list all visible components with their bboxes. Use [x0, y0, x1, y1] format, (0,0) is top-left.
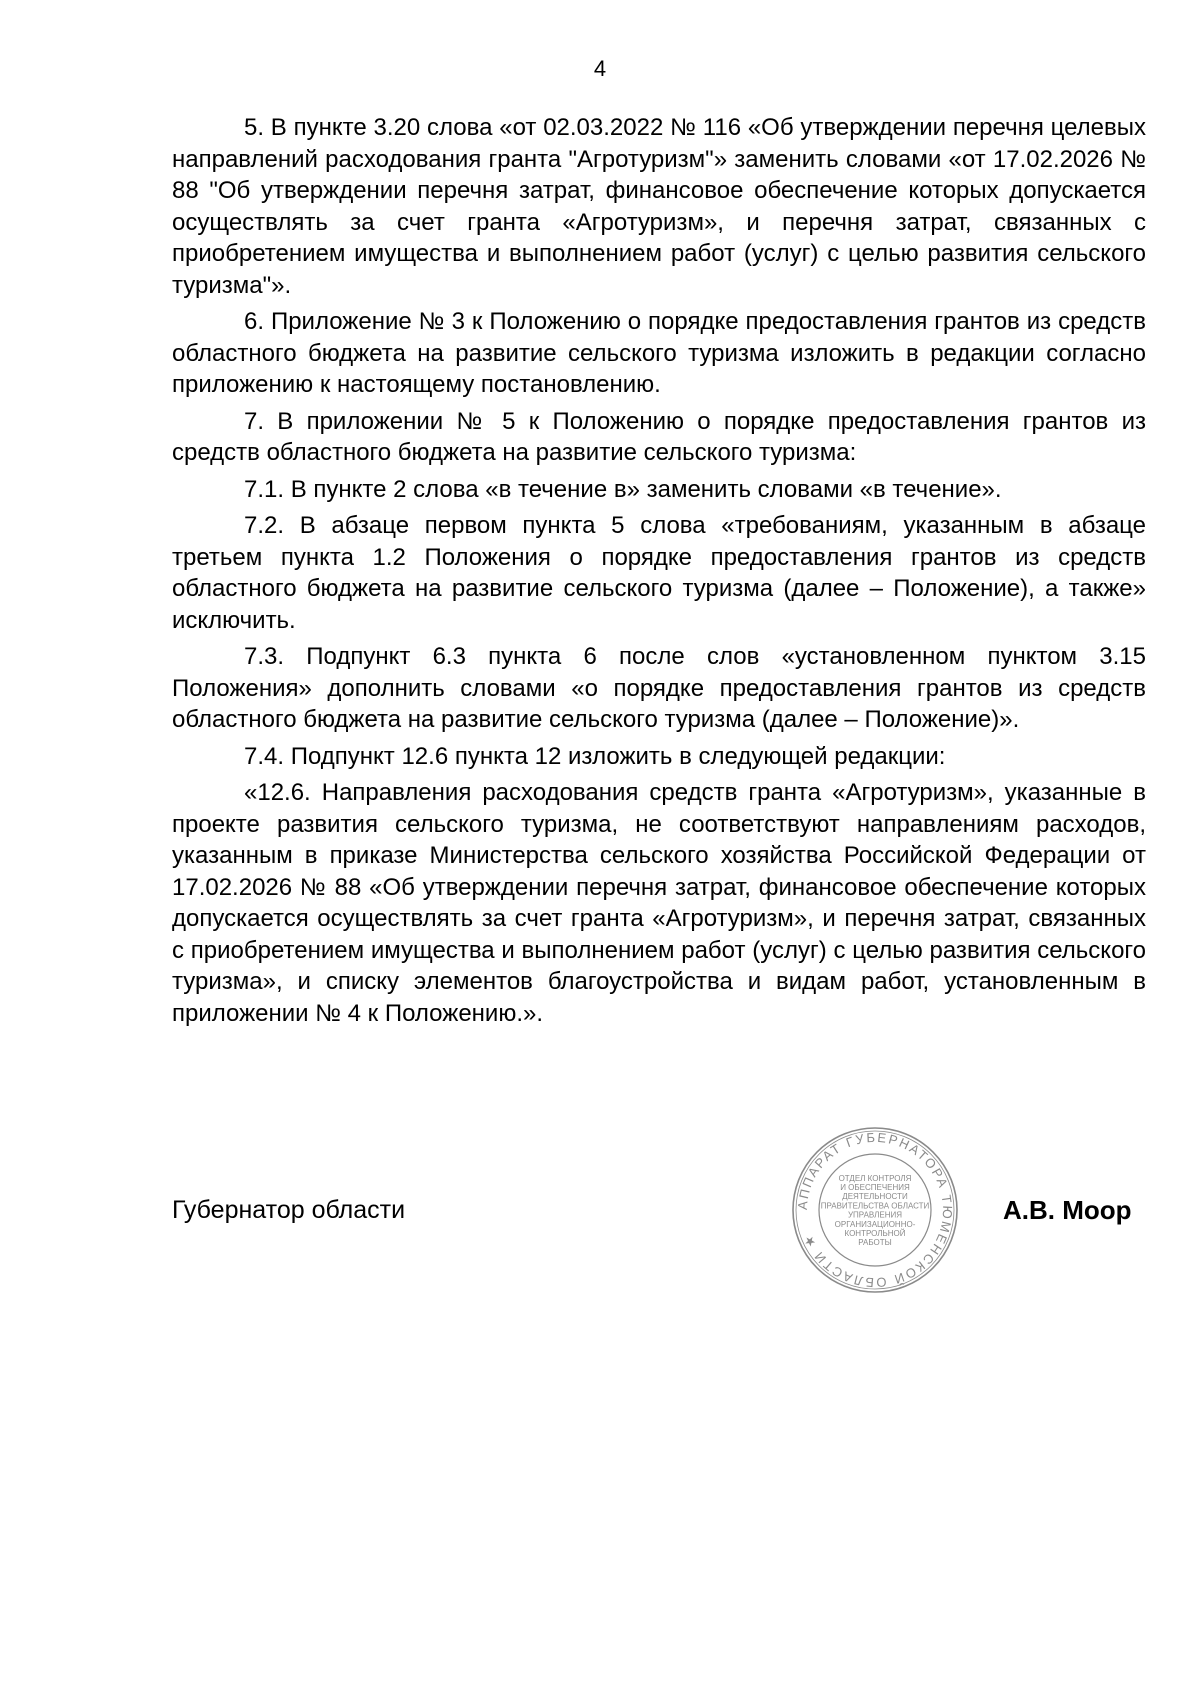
seal-inner-line: И ОБЕСПЕЧЕНИЯ	[840, 1183, 910, 1192]
seal-inner-line: ОТДЕЛ КОНТРОЛЯ	[838, 1173, 912, 1183]
signatory-name: А.В. Моор	[1003, 1195, 1132, 1225]
signatory-position: Губернатор области	[172, 1196, 406, 1224]
paragraph-6: 6. Приложение № 3 к Положению о порядке предоставления грантов из средств областного бюджета на развитие сельского туризма изложить в редакции согласно приложению к настоящему постановлению.	[172, 308, 1146, 398]
seal-outer-text: АППАРАТ ГУБЕРНАТОРА ТЮМЕНСКОЙ ОБЛАСТИ ★	[794, 1129, 956, 1291]
page-number: 4	[593, 56, 607, 81]
seal-inner-text	[821, 1174, 930, 1247]
seal-inner-line: РАБОТЫ	[858, 1238, 892, 1248]
seal-inner-line: ПРАВИТЕЛЬСТВА ОБЛАСТИ	[820, 1201, 930, 1211]
paragraph-7: 7. В приложении № 5 к Положению о порядке предоставления грантов из средств областного бюджета на развитие сельского туризма:	[172, 407, 1146, 466]
seal-icon	[790, 1125, 960, 1295]
seal-inner-line: УПРАВЛЕНИЯ	[847, 1210, 903, 1220]
paragraph-7-3: 7.3. Подпункт 6.3 пункта 6 после слов «установленном пунктом 3.15 Положения» дополнить словами «о порядке предоставления грантов из средств областного бюджета на развитие сельского туризма (далее – Положение)».	[172, 643, 1146, 733]
official-seal	[790, 1125, 960, 1295]
paragraph-7-1: 7.1. В пункте 2 слова «в течение в» заменить словами «в течение».	[244, 475, 1002, 503]
paragraph-7-4: 7.4. Подпункт 12.6 пункта 12 изложить в следующей редакции:	[244, 742, 946, 770]
paragraph-5: 5. В пункте 3.20 слова «от 02.03.2022 № 116 «Об утверждении перечня целевых направлений расходования гранта "Агротуризм"» заменить словами «от 17.02.2026 № 88 "Об утверждении перечня затрат, финансовое обеспечение которых допускается осуществлять за счет гранта «Агротуризм», и перечня затрат, связанных с приобретением имущества и выполнением работ (услуг) с целью развития сельского туризма"».	[172, 114, 1146, 299]
paragraph-12-6-text: «12.6. Направления расходования средств гранта «Агротуризм», указанные в проекте развития сельского туризма, не соответствуют направлениям расходов, указанным в приказе Министерства сельского хозяйства Российской Федерации от 17.02.2026 № 88 «Об утверждении перечня затрат, финансовое обеспечение которых допускается осуществлять за счет гранта «Агротуризм», и перечня затрат, связанных с приобретением имущества и выполнением работ (услуг) с целью развития сельского туризма», и списку элементов благоустройства и видам работ, установленным в приложении № 4 к Положению.».	[172, 779, 1146, 1027]
paragraph-7-2: 7.2. В абзаце первом пункта 5 слова «требованиям, указанным в абзаце третьем пункта 1.2 Положения о порядке предоставления грантов из средств областного бюджета на развитие сельского туризма (далее – Положение), а также» исключить.	[172, 512, 1146, 634]
seal-inner-line: ОРГАНИЗАЦИОННО-	[834, 1219, 916, 1229]
seal-inner-line: ДЕЯТЕЛЬНОСТИ	[842, 1192, 908, 1202]
document-body	[172, 112, 1146, 1034]
seal-inner-line: КОНТРОЛЬНОЙ	[844, 1229, 906, 1238]
